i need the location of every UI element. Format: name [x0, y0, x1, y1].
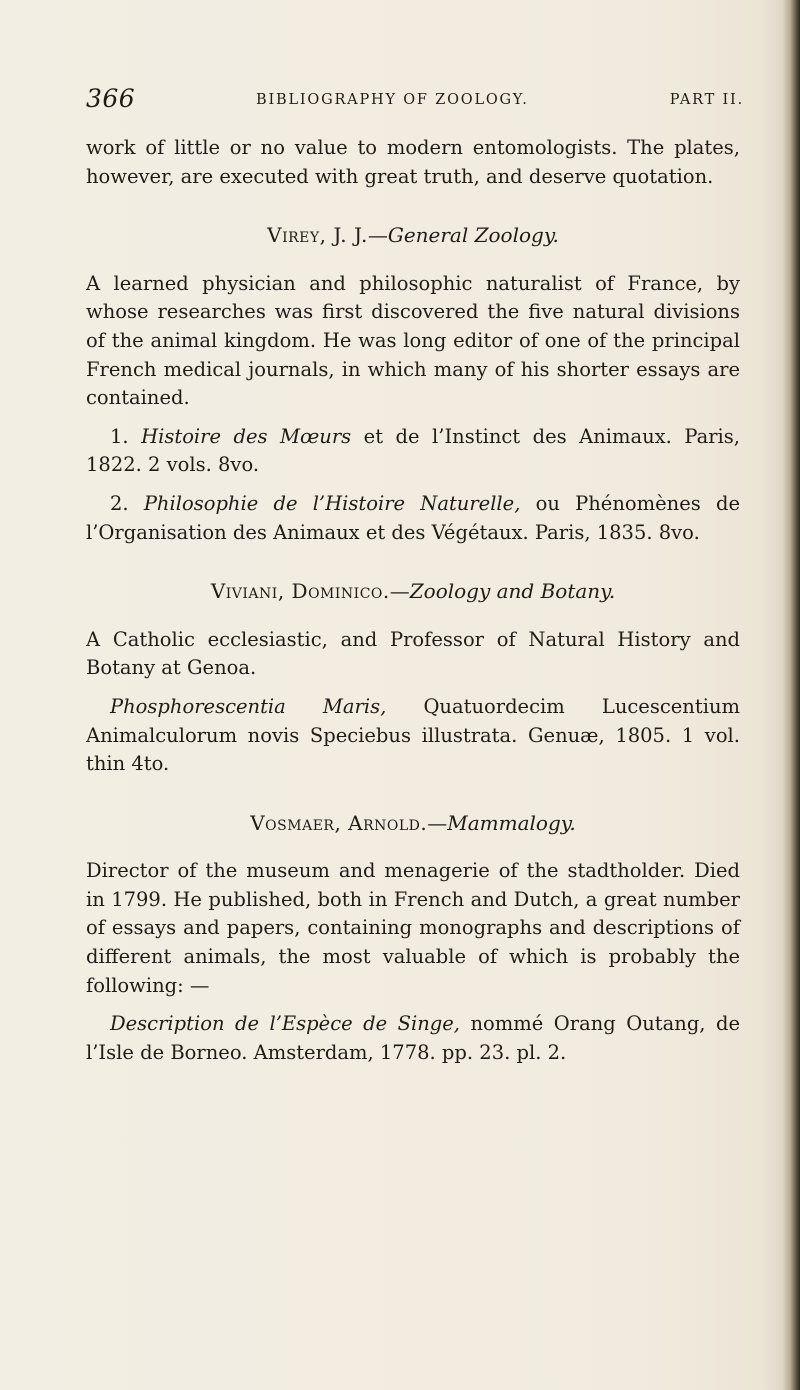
work-number: 1. [110, 424, 129, 448]
page-body [86, 134, 740, 1067]
entry-viviani [86, 577, 740, 779]
entry-description: Director of the museum and menagerie of the stadtholder. Died in 1799. He published, both in French and Dutch, a great number of essays and papers, containing monographs and descriptions of different animals, the most valuable of which is probably the following: — [86, 859, 740, 997]
work-title: Philosophie de l’Histoire Naturelle, [143, 491, 521, 515]
heading-dash: — [427, 810, 448, 835]
entry-description: A learned physician and philosophic naturalist of France, by whose researches was first discovered the five natural divisions of the animal kingdom. He was long editor of one of the principal French medical journals, in which many of his shorter essays are contained. [86, 271, 740, 410]
work-details: Quatuordecim Lucescentium Animalculorum novis Speciebus illustrata. Genuæ, 1805. 1 vol. thin 4to. [86, 694, 740, 776]
author-name: Viviani, Dominico. [210, 579, 390, 604]
work-details: nommé Orang Outang, de l’Isle de Borneo. Amsterdam, 1778. pp. 23. pl. 2. [86, 1012, 740, 1064]
work-citation [86, 490, 740, 547]
part-label: PART II. [669, 92, 744, 108]
work-title: Histoire des Mœurs [141, 424, 352, 448]
entry-subject: Zoology and Botany. [409, 579, 616, 604]
running-header [86, 84, 746, 118]
author-name: Vosmaer, Arnold. [250, 810, 428, 835]
running-title: BIBLIOGRAPHY OF ZOOLOGY. [256, 92, 529, 108]
opening-paragraph: work of little or no value to modern entomologists. The plates, however, are executed with great truth, and deserve quotation. [86, 136, 740, 188]
work-title: Phosphorescentia Maris, [110, 694, 387, 718]
page-number: 366 [86, 84, 136, 113]
heading-dash: — [389, 579, 410, 604]
heading-dash: — [367, 223, 388, 248]
entry-subject: Mammalogy. [447, 810, 576, 835]
entry-heading [86, 577, 740, 606]
entry-subject: General Zoology. [387, 223, 559, 248]
work-citation [86, 1010, 740, 1067]
work-details: et de l’Instinct des Animaux. Paris, 1822. 2 vols. 8vo. [86, 424, 741, 477]
entry-heading [86, 809, 740, 838]
work-title: Description de l’Espèce de Singe, [110, 1012, 461, 1036]
work-citation [86, 693, 740, 779]
page-binding-edge [782, 0, 800, 1390]
author-name: Virey, J. J. [267, 223, 368, 248]
entry-virey [86, 221, 740, 547]
work-number: 2. [110, 491, 129, 515]
entry-heading [86, 221, 740, 250]
entry-description: A Catholic ecclesiastic, and Professor of Natural History and Botany at Genoa. [86, 627, 740, 680]
work-details: ou Phénomènes de l’Organisation des Animaux et des Végétaux. Paris, 1835. 8vo. [86, 491, 741, 544]
entry-vosmaer [86, 809, 740, 1068]
work-citation [86, 423, 740, 480]
